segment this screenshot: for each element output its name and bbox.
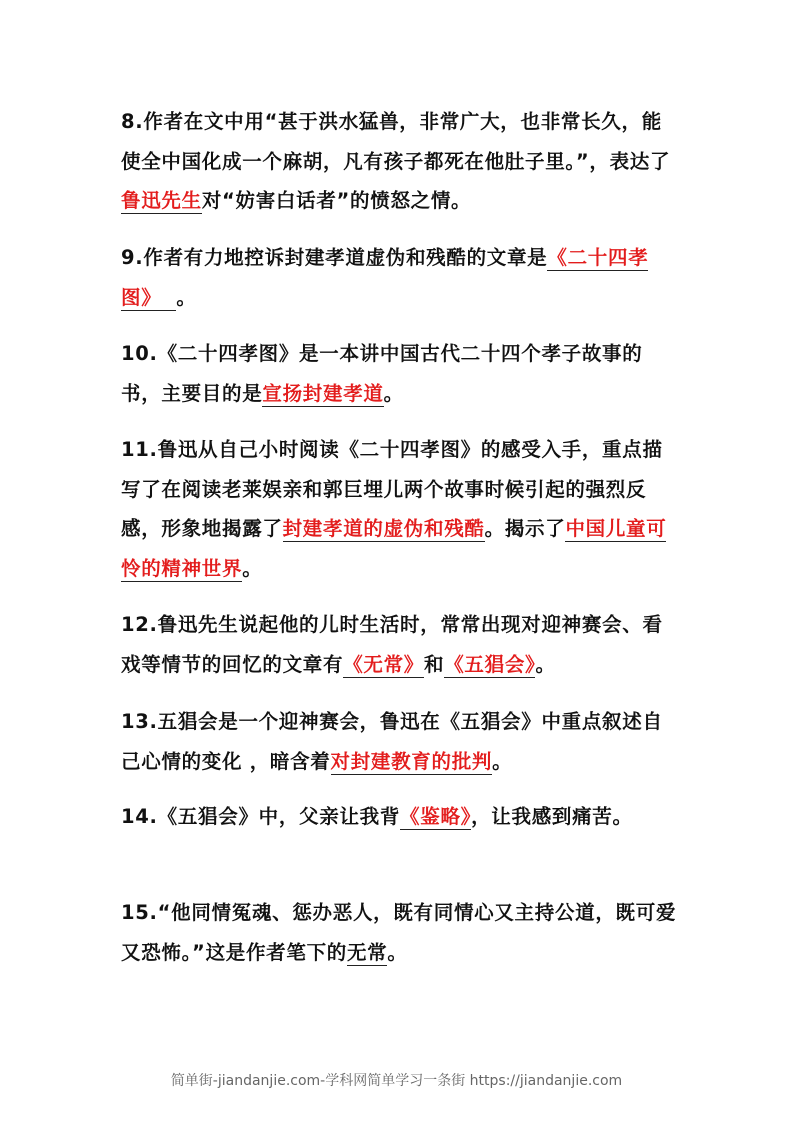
question-10-answer: 宣扬封建孝道 — [262, 381, 384, 405]
question-14-answer: 《鉴略》 — [400, 805, 472, 828]
question-13 — [121, 702, 681, 781]
question-14-text-a: 14.《五猖会》中，父亲让我背 — [121, 805, 401, 828]
question-12-text-b: 和 — [424, 652, 445, 676]
question-10-text-b: 。 — [383, 381, 404, 405]
question-11-answer-1: 封建孝道的虚伪和残酷 — [282, 517, 485, 540]
question-12-answer-2: 《五猖会》 — [444, 652, 536, 676]
question-10-text-a: 10.《二十四孝图》是一本讲中国古代二十四个孝子故事的书，主要目的是 — [121, 342, 643, 405]
question-8 — [121, 102, 681, 221]
question-11-text-b: 。揭示了 — [484, 517, 566, 540]
question-8-answer: 鲁迅先生 — [121, 189, 202, 212]
question-11-text-a: 11.鲁迅从自己小时阅读《二十四孝图》的感受入手，重点描写了在阅读老莱娱亲和郭巨埋儿两个故事时候引起的强烈反感，形象地揭露了 — [121, 438, 663, 540]
question-8-text-b: 对“妨害白话者”的愤怒之情。 — [201, 189, 472, 212]
question-9-blank — [161, 286, 176, 311]
question-9-text-b: 。 — [176, 285, 197, 309]
question-13-text-a: 13.五猖会是一个迎神赛会，鲁迅在《五猖会》中重点叙述自己心情的变化 ，暗含着 — [121, 710, 663, 773]
question-15 — [121, 893, 681, 972]
footer-watermark: 简单街-jiandanjie.com-学科网简单学习一条街 https://jiandanjie.com — [170, 1073, 623, 1089]
question-13-answer: 对封建教育的批判 — [330, 749, 493, 773]
question-15-text-a: 15.“他同情冤魂、惩办恶人，既有同情心又主持公道，既可爱又恐怖。”这是作者笔下的 — [121, 901, 677, 964]
question-12-text-c: 。 — [535, 652, 556, 676]
question-8-text-a: 8.作者在文中用“甚于洪水猛兽，非常广大，也非常长久，能使全中国化成一个麻胡，凡有孩子都死在他肚子里。”，表达了 — [121, 110, 671, 173]
question-9 — [121, 238, 681, 317]
question-12 — [121, 605, 681, 684]
question-9-text-a: 9.作者有力地控诉封建孝道虚伪和残酷的文章是 — [121, 246, 548, 269]
question-14-text-b: ，让我感到痛苦。 — [471, 805, 633, 828]
question-15-answer: 无常 — [346, 940, 388, 964]
question-9-answer: 《二十四孝图》 — [121, 246, 649, 309]
question-11-text-c: 。 — [242, 556, 263, 580]
question-11 — [121, 430, 681, 588]
question-10 — [121, 334, 681, 413]
question-14 — [121, 797, 681, 837]
question-15-text-b: 。 — [387, 940, 408, 964]
question-11-answer-2: 中国儿童可怜的精神世界 — [121, 517, 667, 580]
question-12-text-a: 12.鲁迅先生说起他的儿时生活时，常常出现对迎神赛会、看戏等情节的回忆的文章有 — [121, 613, 663, 676]
question-13-text-b: 。 — [492, 749, 513, 773]
question-12-answer-1: 《无常》 — [343, 652, 425, 676]
